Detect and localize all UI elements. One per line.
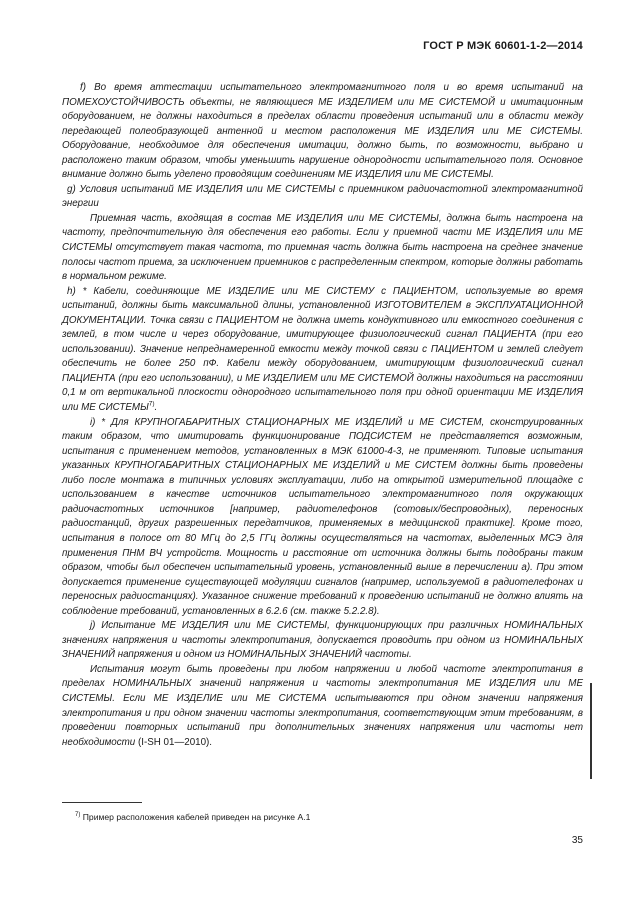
paragraph-j-supply-text: Испытания могут быть проведены при любом напряжении и любой частоте электропитания в пределах НОМИНАЛЬНЫХ значений напряжения и частоты электропитания МЕ ИЗДЕЛИЯ или МЕ СИСТЕМЫ. Если МЕ ИЗДЕЛИЕ или МЕ СИСТЕМА испытываются при одном значении напряжения электропитания и при одном значении частоты электропитания, соответствующим этим требованиям, в проведении повторных испытаний при дополнительных значениях напряжения или частоты нет необходимости: [62, 663, 583, 748]
paragraph-h-tail: .: [154, 402, 158, 414]
footnote-separator: [62, 802, 142, 803]
paragraph-h: [62, 285, 583, 416]
paragraph-j: j) Испытание МЕ ИЗДЕЛИЯ или МЕ СИСТЕМЫ, функционирующих при различных НОМИНАЛЬНЫХ значениях напряжения и частоты электропитания, допускается проводить при одном из НОМИНАЛЬНЫХ ЗНАЧЕНИЙ напряжения и одном из НОМИНАЛЬНЫХ ЗНАЧЕНИЙ частоты.: [62, 620, 583, 661]
footnote: [75, 812, 310, 822]
paragraph-f: f) Во время аттестации испытательного электромагнитного поля и во время испытаний на ПОМЕХОУСТОЙЧИВОСТЬ объекты, не являющиеся МЕ ИЗДЕЛИЕМ или МЕ СИСТЕМОЙ и имитационным оборудованием, не должны находиться в пределах области проведения испытаний или в области между передающей полеобразующей антенной и местом расположения МЕ ИЗДЕЛИЯ или МЕ СИСТЕМЫ. Оборудование, необходимое для обеспечения имитации, должно быть, по возможности, выбрано и расположено таким образом, чтобы уменьшить нарушение однородности испытательного поля. Основное внимание должно быть уделено проводящим соединениям МЕ ИЗДЕЛИЯ или МЕ СИСТЕМЫ.: [62, 82, 583, 181]
body-text: [62, 81, 583, 750]
paragraph-h-text: h) * Кабели, соединяющие МЕ ИЗДЕЛИЕ или МЕ СИСТЕМУ с ПАЦИЕНТОМ, используемые во время испытаний, должны быть максимальной длины, установленной ИЗГОТОВИТЕЛЕМ в ЭКСПЛУАТАЦИОННОЙ ДОКУМЕНТАЦИИ. Точка связи с ПАЦИЕНТОМ не должна иметь кондуктивного или емкостного соединения с землей, в том числе и через оборудование, имитирующее физиологический сигнал ПАЦИЕНТА (при его использовании). Значение непреднамеренной емкости между точкой связи с ПАЦИЕНТОМ и землей следует обеспечить не более 250 пФ. Кабели между оборудованием, имитирующим физиологический сигнал ПАЦИЕНТА (при его использовании), и МЕ ИЗДЕЛИЕМ или МЕ СИСТЕМОЙ должны находиться на расстоянии 0,1 м от вертикальной плоскости однородного испытательного поля при одной ориентации МЕ ИЗДЕЛИЯ или МЕ СИСТЕМЫ: [62, 285, 583, 414]
footnote-marker: 7): [75, 812, 81, 819]
paragraph-i: i) * Для КРУПНОГАБАРИТНЫХ СТАЦИОНАРНЫХ МЕ ИЗДЕЛИЙ и МЕ СИСТЕМ, сконструированных таким образом, что имитировать функционирование ПОДСИСТЕМ не представляется возможным, испытания с применением методов, установленных в МЭК 61000-4-3, не применяют. Типовые испытания указанных КРУПНОГАБАРИТНЫХ СТАЦИОНАРНЫХ МЕ ИЗДЕЛИЙ и МЕ СИСТЕМ должны быть проведены либо после монтажа в типичных условиях эксплуатации, либо на открытой измерительной площадке с использованием в качестве источников испытательного электромагнитного поля окружающих радиочастотных источников [например, радиотелефонов (сотовых/беспроводных), переносных радиостанций, других разрешенных передатчиков, применяемых в медицинской практике]. Кроме того, испытания в полосе от 80 МГц до 2,5 ГГц должны осуществляться на частотах, выделенных МСЭ для применения ПНМ ВЧ устройств. Мощность и расстояние от источника должны быть подобраны таким образом, чтобы был обеспечен испытательный уровень, установленный выше в перечислении а). При этом допускается применение существующей модуляции сигналов (например, используемой в радиотелефонах и переносных радиостанциях). Указанное снижение требований к проведению испытаний не должно влиять на соблюдение требований, установленных в 6.2.6 (см. также 5.2.2.8).: [62, 416, 583, 617]
change-bar: [590, 683, 592, 779]
page-number: 35: [571, 835, 583, 846]
footnote-reference[interactable]: 7): [148, 400, 155, 408]
paragraph-g: g) Условия испытаний МЕ ИЗДЕЛИЯ или МЕ СИСТЕМЫ с приемником радиочастотной электромагнитной энергии: [62, 183, 583, 210]
paragraph-g-receiver: Приемная часть, входящая в состав МЕ ИЗДЕЛИЯ или МЕ СИСТЕМЫ, должна быть настроена на частоту, предпочтительную для обеспечения его работы. Если у приемной части МЕ ИЗДЕЛИЯ или МЕ СИСТЕМЫ отсутствует такая частота, то приемная часть должна быть настроена на среднее значение полосы частот приема, за исключением приемников с распределенным спектром, которые должны работать в нормальном режиме.: [62, 212, 583, 283]
standard-header: ГОСТ Р МЭК 60601-1-2—2014: [423, 40, 583, 52]
paragraph-j-supply-ref: (I-SH 01—2010).: [135, 736, 213, 748]
paragraph-j-supply: [62, 663, 583, 750]
footnote-text: Пример расположения кабелей приведен на рисунке А.1: [82, 812, 311, 822]
